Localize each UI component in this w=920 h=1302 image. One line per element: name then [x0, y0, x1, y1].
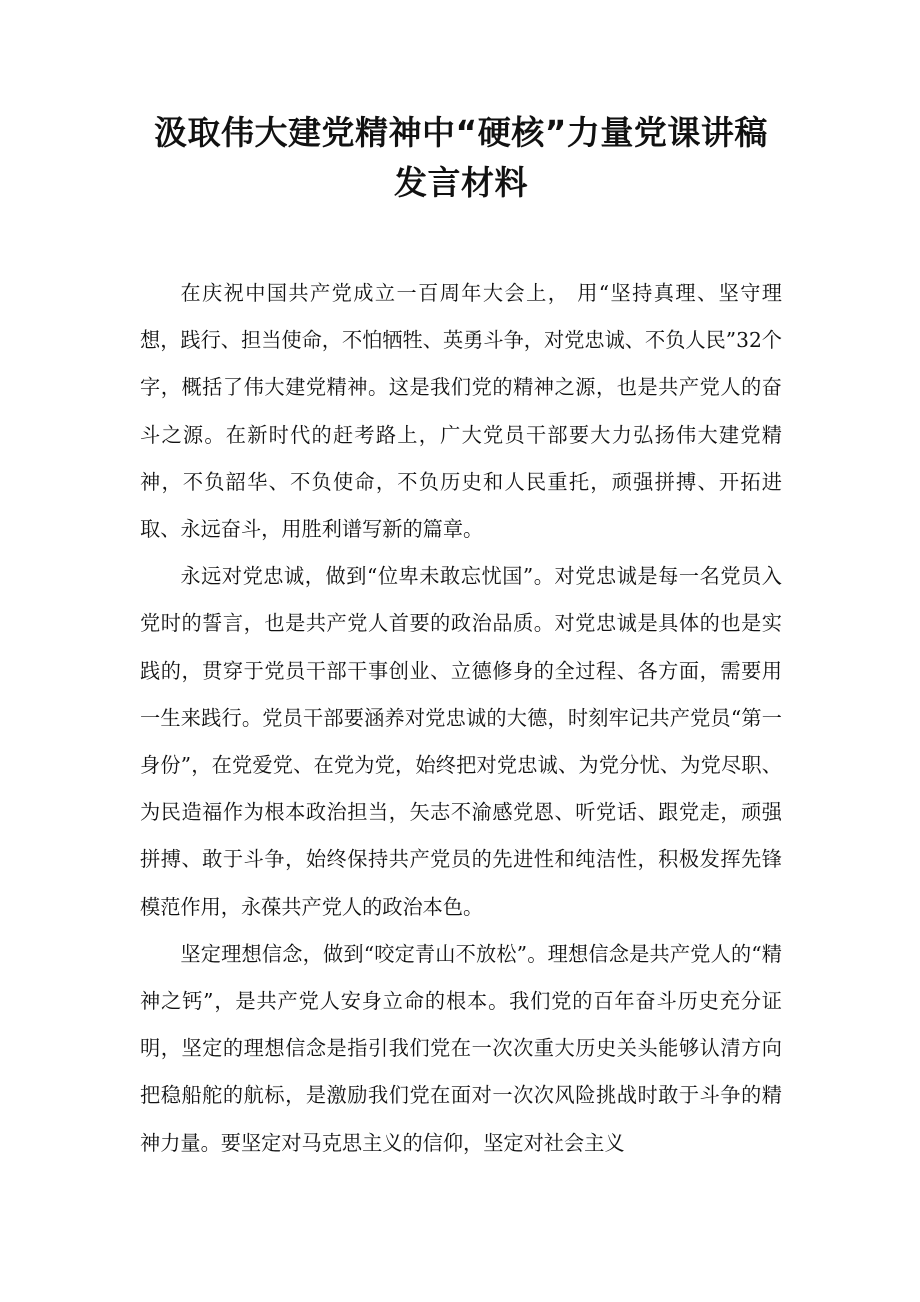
paragraph-loyalty: 永远对党忠诚，做到“位卑未敢忘忧国”。对党忠诚是每一名党员入党时的誓言，也是共产党人首要的政治品质。对党忠诚是具体的也是实践的，贯穿于党员干部干事创业、立德修身的全过程、各方面，需要用一生来践行。党员干部要涵养对党忠诚的大德，时刻牢记共产党员“第一身份”，在党爱党、在党为党，始终把对党忠诚、为党分忧、为党尽职、为民造福作为根本政治担当，矢志不渝感党恩、听党话、跟党走，顽强拼搏、敢于斗争，始终保持共产党员的先进性和纯洁性，积极发挥先锋模范作用，永葆共产党人的政治本色。 — [140, 564, 782, 919]
title-line-1: 汲取伟大建党精神中“硬核”力量党课讲稿 — [154, 113, 768, 152]
paragraph-intro: 在庆祝中国共产党成立一百周年大会上， 用“坚持真理、坚守理想，践行、担当使命，不怕牺牲、英勇斗争，对党忠诚、不负人民”32个字，概括了伟大建党精神。这是我们党的精神之源，也是共产党人的奋斗之源。在新时代的赶考路上，广大党员干部要大力弘扬伟大建党精神，不负韶华、不负使命，不负历史和人民重托，顽强拼搏、开拓进取、永远奋斗，用胜利谱写新的篇章。 — [140, 281, 782, 542]
paragraph-ideals: 坚定理想信念，做到“咬定青山不放松”。理想信念是共产党人的“精神之钙”，是共产党人安身立命的根本。我们党的百年奋斗历史充分证明，坚定的理想信念是指引我们党在一次次重大历史关头能够认清方向把稳船舵的航标，是激励我们党在面对一次次风险挑战时敢于斗争的精神力量。要坚定对马克思主义的信仰，坚定对社会主义 — [140, 941, 782, 1155]
document-title — [140, 108, 782, 208]
title-line-2: 发言材料 — [394, 163, 528, 202]
document-body — [140, 270, 782, 1167]
